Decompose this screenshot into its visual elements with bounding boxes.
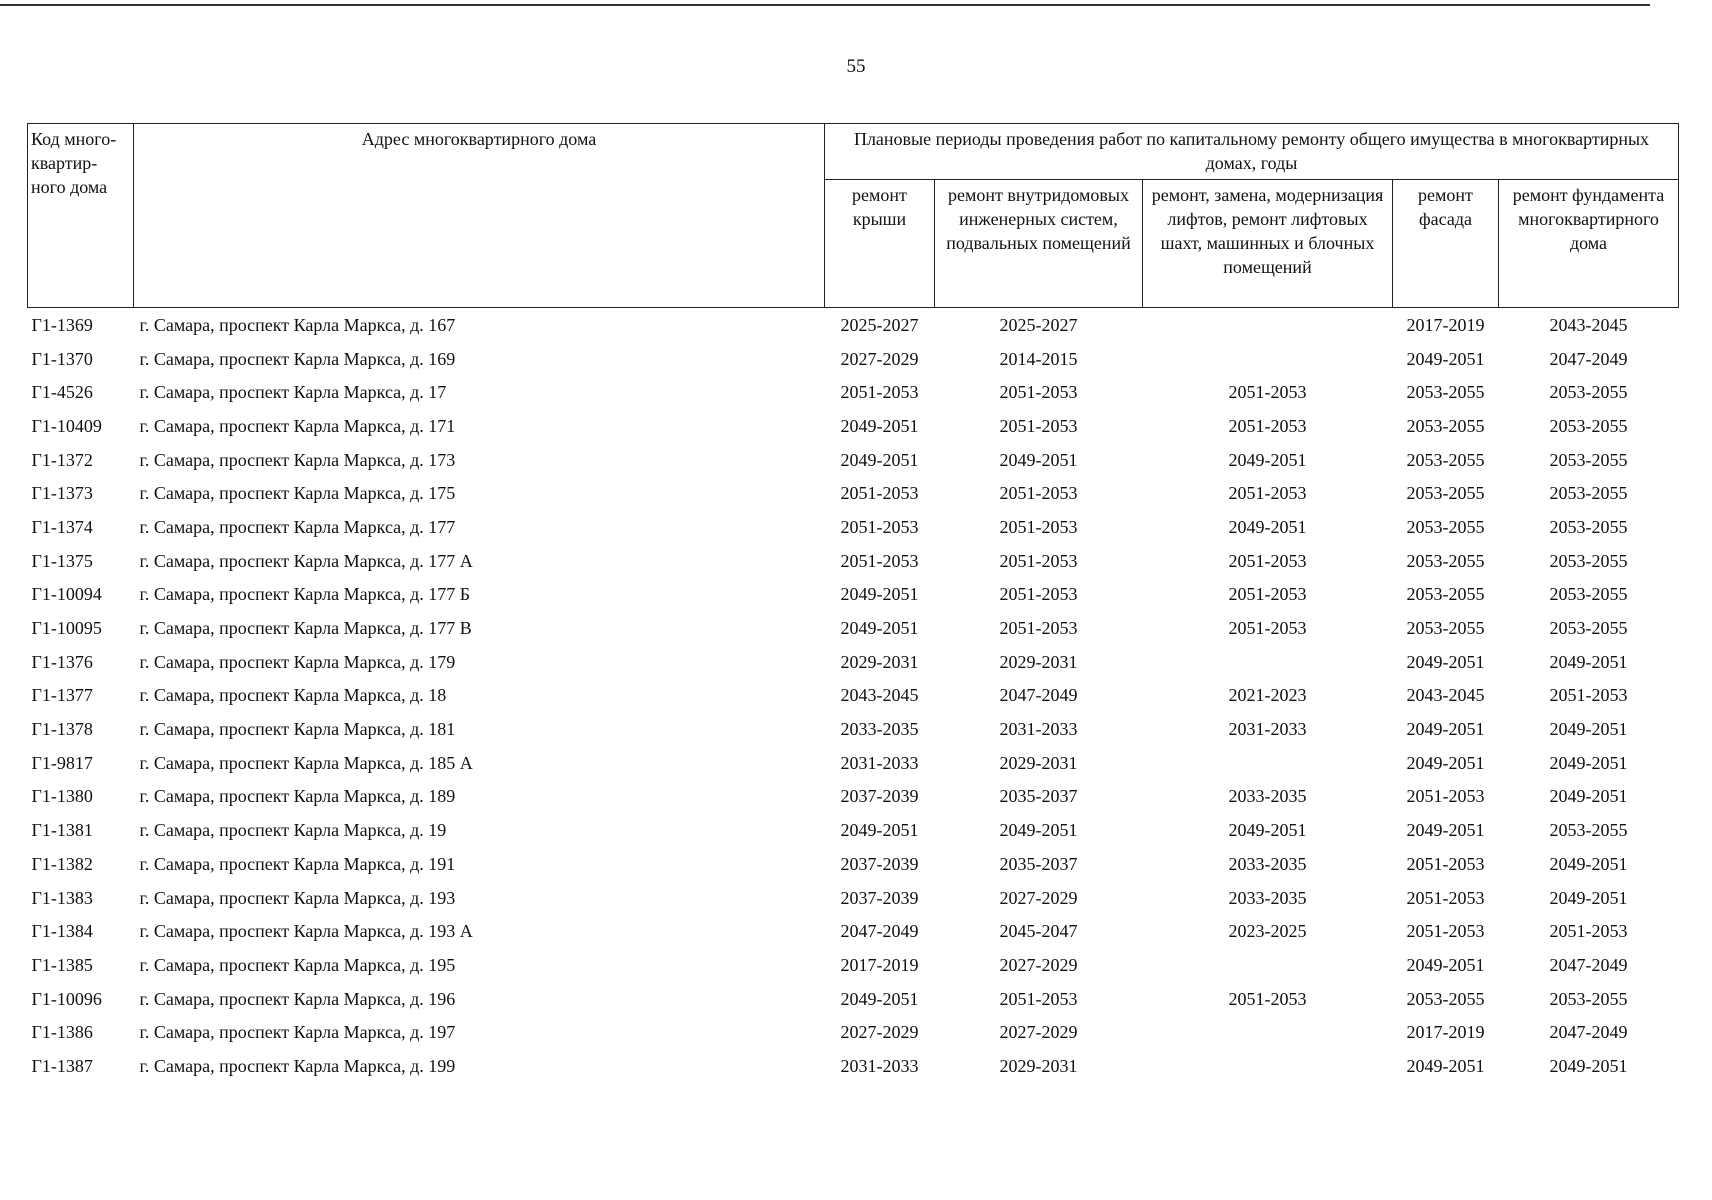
cell-address: г. Самара, проспект Карла Маркса, д. 19 bbox=[139, 820, 447, 841]
cell-code: Г1-1377 bbox=[31, 685, 93, 706]
table-row bbox=[28, 914, 1679, 948]
cell-elevators: 2021-2023 bbox=[1228, 685, 1307, 706]
cell-roof: 2037-2039 bbox=[840, 887, 919, 908]
cell-roof: 2025-2027 bbox=[840, 314, 919, 335]
cell-address: г. Самара, проспект Карла Маркса, д. 171 bbox=[139, 415, 456, 436]
cell-foundation: 2043-2045 bbox=[1549, 314, 1628, 335]
cell-elevators: 2023-2025 bbox=[1228, 921, 1307, 942]
cell-elevators: 2051-2053 bbox=[1228, 584, 1307, 605]
cell-code: Г1-1386 bbox=[31, 1022, 93, 1043]
cell-elevators bbox=[1143, 308, 1393, 342]
cell-address: г. Самара, проспект Карла Маркса, д. 179 bbox=[139, 651, 456, 672]
cell-address: г. Самара, проспект Карла Маркса, д. 167 bbox=[139, 314, 456, 335]
cell-foundation: 2053-2055 bbox=[1549, 483, 1628, 504]
cell-address: г. Самара, проспект Карла Маркса, д. 185 А bbox=[139, 752, 473, 773]
cell-address: г. Самара, проспект Карла Маркса, д. 169 bbox=[139, 348, 456, 369]
cell-roof: 2017-2019 bbox=[840, 954, 919, 975]
table-row bbox=[28, 679, 1679, 713]
table-row bbox=[28, 645, 1679, 679]
cell-facade: 2051-2053 bbox=[1406, 853, 1485, 874]
cell-systems: 2051-2053 bbox=[999, 584, 1078, 605]
cell-foundation: 2049-2051 bbox=[1549, 786, 1628, 807]
cell-address: г. Самара, проспект Карла Маркса, д. 189 bbox=[139, 786, 456, 807]
cell-systems: 2051-2053 bbox=[999, 550, 1078, 571]
cell-facade: 2053-2055 bbox=[1406, 550, 1485, 571]
cell-facade: 2053-2055 bbox=[1406, 516, 1485, 537]
cell-elevators: 2051-2053 bbox=[1228, 415, 1307, 436]
cell-foundation: 2053-2055 bbox=[1549, 988, 1628, 1009]
table-header bbox=[28, 124, 1679, 308]
cell-facade: 2017-2019 bbox=[1406, 314, 1485, 335]
table-row bbox=[28, 948, 1679, 982]
header-systems: ремонт внутридомовых инженерных систем, подвальных помещений bbox=[935, 180, 1143, 308]
cell-code: Г1-1380 bbox=[31, 786, 93, 807]
cell-elevators: 2049-2051 bbox=[1228, 516, 1307, 537]
cell-code: Г1-10094 bbox=[31, 584, 102, 605]
table-row bbox=[28, 409, 1679, 443]
cell-foundation: 2051-2053 bbox=[1549, 921, 1628, 942]
cell-facade: 2043-2045 bbox=[1406, 685, 1485, 706]
cell-elevators: 2049-2051 bbox=[1228, 449, 1307, 470]
cell-foundation: 2053-2055 bbox=[1549, 415, 1628, 436]
table-row bbox=[28, 712, 1679, 746]
cell-address: г. Самара, проспект Карла Маркса, д. 191 bbox=[139, 853, 456, 874]
cell-address: г. Самара, проспект Карла Маркса, д. 177 Б bbox=[139, 584, 471, 605]
cell-systems: 2051-2053 bbox=[999, 382, 1078, 403]
cell-foundation: 2053-2055 bbox=[1549, 550, 1628, 571]
cell-roof: 2031-2033 bbox=[840, 1055, 919, 1076]
cell-systems: 2049-2051 bbox=[999, 820, 1078, 841]
cell-roof: 2029-2031 bbox=[840, 651, 919, 672]
page-number: 55 bbox=[846, 56, 866, 77]
cell-elevators: 2051-2053 bbox=[1228, 382, 1307, 403]
cell-facade: 2053-2055 bbox=[1406, 988, 1485, 1009]
cell-elevators bbox=[1143, 645, 1393, 679]
cell-systems: 2029-2031 bbox=[999, 1055, 1078, 1076]
cell-code: Г1-1378 bbox=[31, 719, 93, 740]
cell-facade: 2049-2051 bbox=[1406, 820, 1485, 841]
cell-address: г. Самара, проспект Карла Маркса, д. 199 bbox=[139, 1055, 456, 1076]
table-row bbox=[28, 510, 1679, 544]
cell-facade: 2053-2055 bbox=[1406, 483, 1485, 504]
cell-elevators: 2049-2051 bbox=[1228, 820, 1307, 841]
cell-foundation: 2049-2051 bbox=[1549, 651, 1628, 672]
cell-roof: 2051-2053 bbox=[840, 550, 919, 571]
cell-elevators: 2051-2053 bbox=[1228, 550, 1307, 571]
table-body bbox=[28, 308, 1679, 1083]
cell-systems: 2029-2031 bbox=[999, 651, 1078, 672]
table-row bbox=[28, 375, 1679, 409]
cell-facade: 2049-2051 bbox=[1406, 954, 1485, 975]
cell-elevators: 2033-2035 bbox=[1228, 786, 1307, 807]
cell-roof: 2033-2035 bbox=[840, 719, 919, 740]
cell-systems: 2014-2015 bbox=[999, 348, 1078, 369]
header-address: Адрес многоквартирного дома bbox=[134, 124, 825, 308]
cell-foundation: 2053-2055 bbox=[1549, 449, 1628, 470]
cell-roof: 2043-2045 bbox=[840, 685, 919, 706]
cell-facade: 2053-2055 bbox=[1406, 382, 1485, 403]
cell-foundation: 2049-2051 bbox=[1549, 853, 1628, 874]
cell-systems: 2027-2029 bbox=[999, 887, 1078, 908]
cell-elevators bbox=[1143, 1049, 1393, 1083]
cell-systems: 2031-2033 bbox=[999, 719, 1078, 740]
cell-address: г. Самара, проспект Карла Маркса, д. 193 bbox=[139, 887, 456, 908]
cell-code: Г1-1387 bbox=[31, 1055, 93, 1076]
cell-address: г. Самара, проспект Карла Маркса, д. 177 В bbox=[139, 618, 472, 639]
table-row bbox=[28, 881, 1679, 915]
cell-code: Г1-1370 bbox=[31, 348, 93, 369]
cell-address: г. Самара, проспект Карла Маркса, д. 173 bbox=[139, 449, 456, 470]
cell-systems: 2051-2053 bbox=[999, 483, 1078, 504]
cell-systems: 2051-2053 bbox=[999, 415, 1078, 436]
cell-roof: 2037-2039 bbox=[840, 853, 919, 874]
cell-facade: 2053-2055 bbox=[1406, 618, 1485, 639]
cell-roof: 2051-2053 bbox=[840, 382, 919, 403]
cell-code: Г1-1376 bbox=[31, 651, 93, 672]
cell-facade: 2049-2051 bbox=[1406, 348, 1485, 369]
cell-elevators: 2031-2033 bbox=[1228, 719, 1307, 740]
table-row bbox=[28, 342, 1679, 376]
cell-code: Г1-1369 bbox=[31, 314, 93, 335]
cell-code: Г1-10409 bbox=[31, 415, 102, 436]
cell-elevators bbox=[1143, 342, 1393, 376]
cell-systems: 2029-2031 bbox=[999, 752, 1078, 773]
cell-code: Г1-10096 bbox=[31, 988, 102, 1009]
cell-code: Г1-1385 bbox=[31, 954, 93, 975]
cell-facade: 2051-2053 bbox=[1406, 786, 1485, 807]
cell-roof: 2049-2051 bbox=[840, 415, 919, 436]
cell-code: Г1-1374 bbox=[31, 516, 93, 537]
table-row bbox=[28, 578, 1679, 612]
header-facade: ремонт фасада bbox=[1393, 180, 1499, 308]
cell-foundation: 2053-2055 bbox=[1549, 584, 1628, 605]
cell-foundation: 2047-2049 bbox=[1549, 954, 1628, 975]
cell-code: Г1-1383 bbox=[31, 887, 93, 908]
cell-roof: 2047-2049 bbox=[840, 921, 919, 942]
cell-code: Г1-1373 bbox=[31, 483, 93, 504]
cell-roof: 2051-2053 bbox=[840, 483, 919, 504]
cell-address: г. Самара, проспект Карла Маркса, д. 17 bbox=[139, 382, 447, 403]
table-row bbox=[28, 476, 1679, 510]
header-elevators: ремонт, замена, модернизация лифтов, ремонт лифтовых шахт, машинных и блочных помещений bbox=[1143, 180, 1393, 308]
cell-address: г. Самара, проспект Карла Маркса, д. 175 bbox=[139, 483, 456, 504]
cell-facade: 2053-2055 bbox=[1406, 584, 1485, 605]
cell-foundation: 2047-2049 bbox=[1549, 348, 1628, 369]
cell-foundation: 2053-2055 bbox=[1549, 516, 1628, 537]
cell-elevators: 2051-2053 bbox=[1228, 618, 1307, 639]
table-row bbox=[28, 847, 1679, 881]
cell-facade: 2051-2053 bbox=[1406, 887, 1485, 908]
cell-systems: 2051-2053 bbox=[999, 618, 1078, 639]
cell-code: Г1-10095 bbox=[31, 618, 102, 639]
cell-foundation: 2053-2055 bbox=[1549, 382, 1628, 403]
cell-address: г. Самара, проспект Карла Маркса, д. 197 bbox=[139, 1022, 456, 1043]
header-roof: ремонт крыши bbox=[825, 180, 935, 308]
cell-foundation: 2049-2051 bbox=[1549, 887, 1628, 908]
cell-address: г. Самара, проспект Карла Маркса, д. 196 bbox=[139, 988, 456, 1009]
cell-foundation: 2049-2051 bbox=[1549, 1055, 1628, 1076]
cell-roof: 2027-2029 bbox=[840, 348, 919, 369]
cell-facade: 2049-2051 bbox=[1406, 752, 1485, 773]
cell-elevators: 2051-2053 bbox=[1228, 483, 1307, 504]
cell-address: г. Самара, проспект Карла Маркса, д. 18 bbox=[139, 685, 447, 706]
cell-roof: 2027-2029 bbox=[840, 1022, 919, 1043]
cell-address: г. Самара, проспект Карла Маркса, д. 193 А bbox=[139, 921, 473, 942]
cell-foundation: 2049-2051 bbox=[1549, 752, 1628, 773]
table-row bbox=[28, 544, 1679, 578]
cell-elevators: 2033-2035 bbox=[1228, 887, 1307, 908]
table-row bbox=[28, 780, 1679, 814]
cell-roof: 2049-2051 bbox=[840, 820, 919, 841]
table-row bbox=[28, 611, 1679, 645]
cell-foundation: 2051-2053 bbox=[1549, 685, 1628, 706]
cell-foundation: 2049-2051 bbox=[1549, 719, 1628, 740]
cell-code: Г1-1375 bbox=[31, 550, 93, 571]
cell-code: Г1-4526 bbox=[31, 382, 93, 403]
cell-systems: 2049-2051 bbox=[999, 449, 1078, 470]
header-foundation: ремонт фундамента многоквартирного дома bbox=[1499, 180, 1679, 308]
cell-address: г. Самара, проспект Карла Маркса, д. 177 bbox=[139, 516, 456, 537]
cell-foundation: 2053-2055 bbox=[1549, 618, 1628, 639]
cell-code: Г1-1382 bbox=[31, 853, 93, 874]
cell-facade: 2017-2019 bbox=[1406, 1022, 1485, 1043]
cell-systems: 2027-2029 bbox=[999, 1022, 1078, 1043]
cell-systems: 2027-2029 bbox=[999, 954, 1078, 975]
cell-code: Г1-9817 bbox=[31, 752, 93, 773]
cell-address: г. Самара, проспект Карла Маркса, д. 177 А bbox=[139, 550, 473, 571]
cell-roof: 2031-2033 bbox=[840, 752, 919, 773]
cell-systems: 2045-2047 bbox=[999, 921, 1078, 942]
top-rule bbox=[0, 4, 1650, 6]
cell-code: Г1-1381 bbox=[31, 820, 93, 841]
cell-address: г. Самара, проспект Карла Маркса, д. 181 bbox=[139, 719, 456, 740]
table-row bbox=[28, 746, 1679, 780]
cell-roof: 2051-2053 bbox=[840, 516, 919, 537]
table-row bbox=[28, 308, 1679, 342]
cell-roof: 2049-2051 bbox=[840, 449, 919, 470]
header-code: Код много-квартир-ного дома bbox=[28, 124, 134, 308]
cell-facade: 2049-2051 bbox=[1406, 719, 1485, 740]
cell-systems: 2047-2049 bbox=[999, 685, 1078, 706]
cell-systems: 2051-2053 bbox=[999, 516, 1078, 537]
cell-roof: 2049-2051 bbox=[840, 618, 919, 639]
cell-systems: 2051-2053 bbox=[999, 988, 1078, 1009]
header-periods: Плановые периоды проведения работ по капитальному ремонту общего имущества в многоквартирных домах, годы bbox=[825, 124, 1679, 180]
table-row bbox=[28, 813, 1679, 847]
table-row bbox=[28, 1049, 1679, 1083]
cell-roof: 2049-2051 bbox=[840, 988, 919, 1009]
cell-facade: 2051-2053 bbox=[1406, 921, 1485, 942]
cell-roof: 2037-2039 bbox=[840, 786, 919, 807]
cell-elevators: 2033-2035 bbox=[1228, 853, 1307, 874]
cell-roof: 2049-2051 bbox=[840, 584, 919, 605]
cell-code: Г1-1372 bbox=[31, 449, 93, 470]
table-row bbox=[28, 443, 1679, 477]
cell-facade: 2053-2055 bbox=[1406, 415, 1485, 436]
table-row bbox=[28, 1015, 1679, 1049]
cell-elevators bbox=[1143, 1015, 1393, 1049]
cell-systems: 2035-2037 bbox=[999, 786, 1078, 807]
cell-facade: 2053-2055 bbox=[1406, 449, 1485, 470]
cell-elevators bbox=[1143, 746, 1393, 780]
cell-facade: 2049-2051 bbox=[1406, 1055, 1485, 1076]
cell-foundation: 2053-2055 bbox=[1549, 820, 1628, 841]
cell-address: г. Самара, проспект Карла Маркса, д. 195 bbox=[139, 954, 456, 975]
table-row bbox=[28, 982, 1679, 1016]
cell-systems: 2035-2037 bbox=[999, 853, 1078, 874]
capital-repair-table bbox=[27, 123, 1679, 1083]
cell-foundation: 2047-2049 bbox=[1549, 1022, 1628, 1043]
cell-elevators bbox=[1143, 948, 1393, 982]
cell-elevators: 2051-2053 bbox=[1228, 988, 1307, 1009]
cell-code: Г1-1384 bbox=[31, 921, 93, 942]
cell-systems: 2025-2027 bbox=[999, 314, 1078, 335]
cell-facade: 2049-2051 bbox=[1406, 651, 1485, 672]
